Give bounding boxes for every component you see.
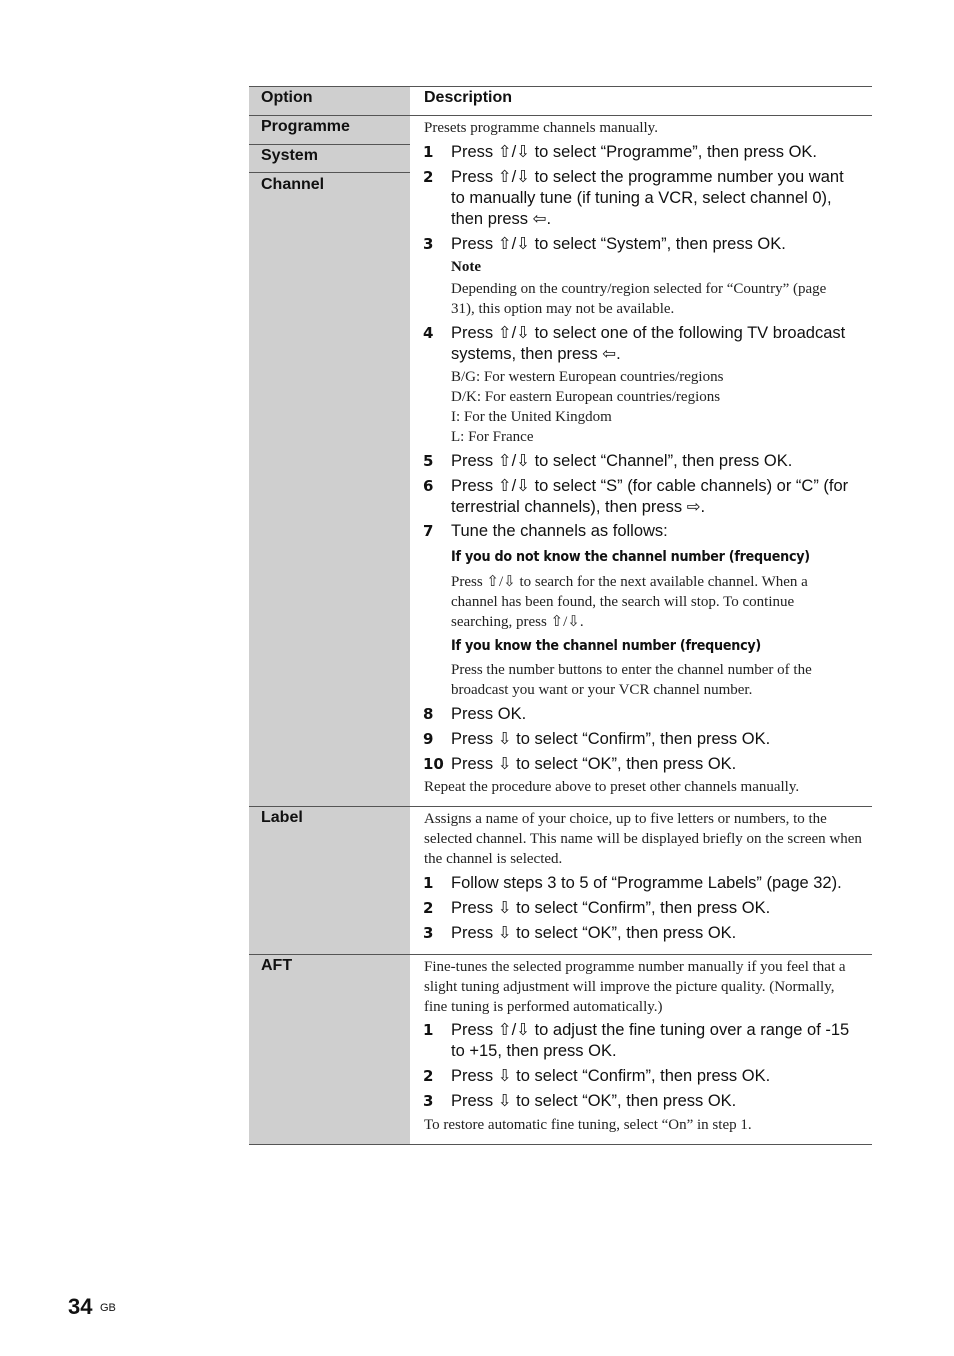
page-suffix: GB (100, 1302, 116, 1314)
unknown-frequency-text: Press ⇧/⇩ to search for the next available channel. When a channel has been found, the search will stop. To continue searching, press ⇧/⇩. (451, 574, 808, 630)
header-bottom-rule (249, 115, 872, 116)
table-top-rule (249, 86, 872, 87)
system-rule (249, 172, 410, 173)
programme-rule (249, 144, 410, 145)
table-bottom-rule (249, 1144, 872, 1145)
aft-intro: Fine-tunes the selected programme number manually if you feel that a slight tuning adjustment will improve the picture quality. (Normally, fine tuning is performed automatically.) (424, 959, 846, 1015)
subheading-unknown-frequency: If you do not know the channel number (frequency) (451, 549, 810, 565)
programme-intro: Presets programme channels manually. (424, 120, 658, 136)
note-text: Depending on the country/region selected for “Country” (page 31), this option may not be available. (451, 281, 827, 317)
option-column (249, 86, 410, 1144)
aft-outro: To restore automatic fine tuning, select “On” in step 1. (424, 1117, 752, 1133)
programme-outro: Repeat the procedure above to preset other channels manually. (424, 779, 800, 795)
header-description: Description (424, 89, 513, 106)
system-item: I: For the United Kingdom (451, 409, 612, 425)
system-item: L: For France (451, 429, 534, 445)
known-frequency-text: Press the number buttons to enter the channel number of the broadcast you want or your VCR channel number. (451, 662, 812, 698)
system-item: B/G: For western European countries/regions (451, 369, 724, 385)
subheading-known-frequency: If you know the channel number (frequency) (451, 638, 761, 654)
option-system: System (261, 147, 318, 164)
note-heading: Note (451, 259, 481, 275)
option-aft: AFT (261, 957, 293, 974)
header-option: Option (261, 89, 313, 106)
option-label: Label (261, 809, 303, 826)
system-item: D/K: For eastern European countries/regions (451, 389, 721, 405)
label-intro: Assigns a name of your choice, up to five letters or numbers, to the selected channel. This name will be displayed briefly on the screen when the channel is selected. (424, 811, 862, 867)
aft-row-rule (249, 954, 872, 955)
option-programme: Programme (261, 118, 350, 135)
label-row-rule (249, 806, 872, 807)
option-channel: Channel (261, 176, 325, 193)
page-number: 34 (68, 1294, 93, 1319)
